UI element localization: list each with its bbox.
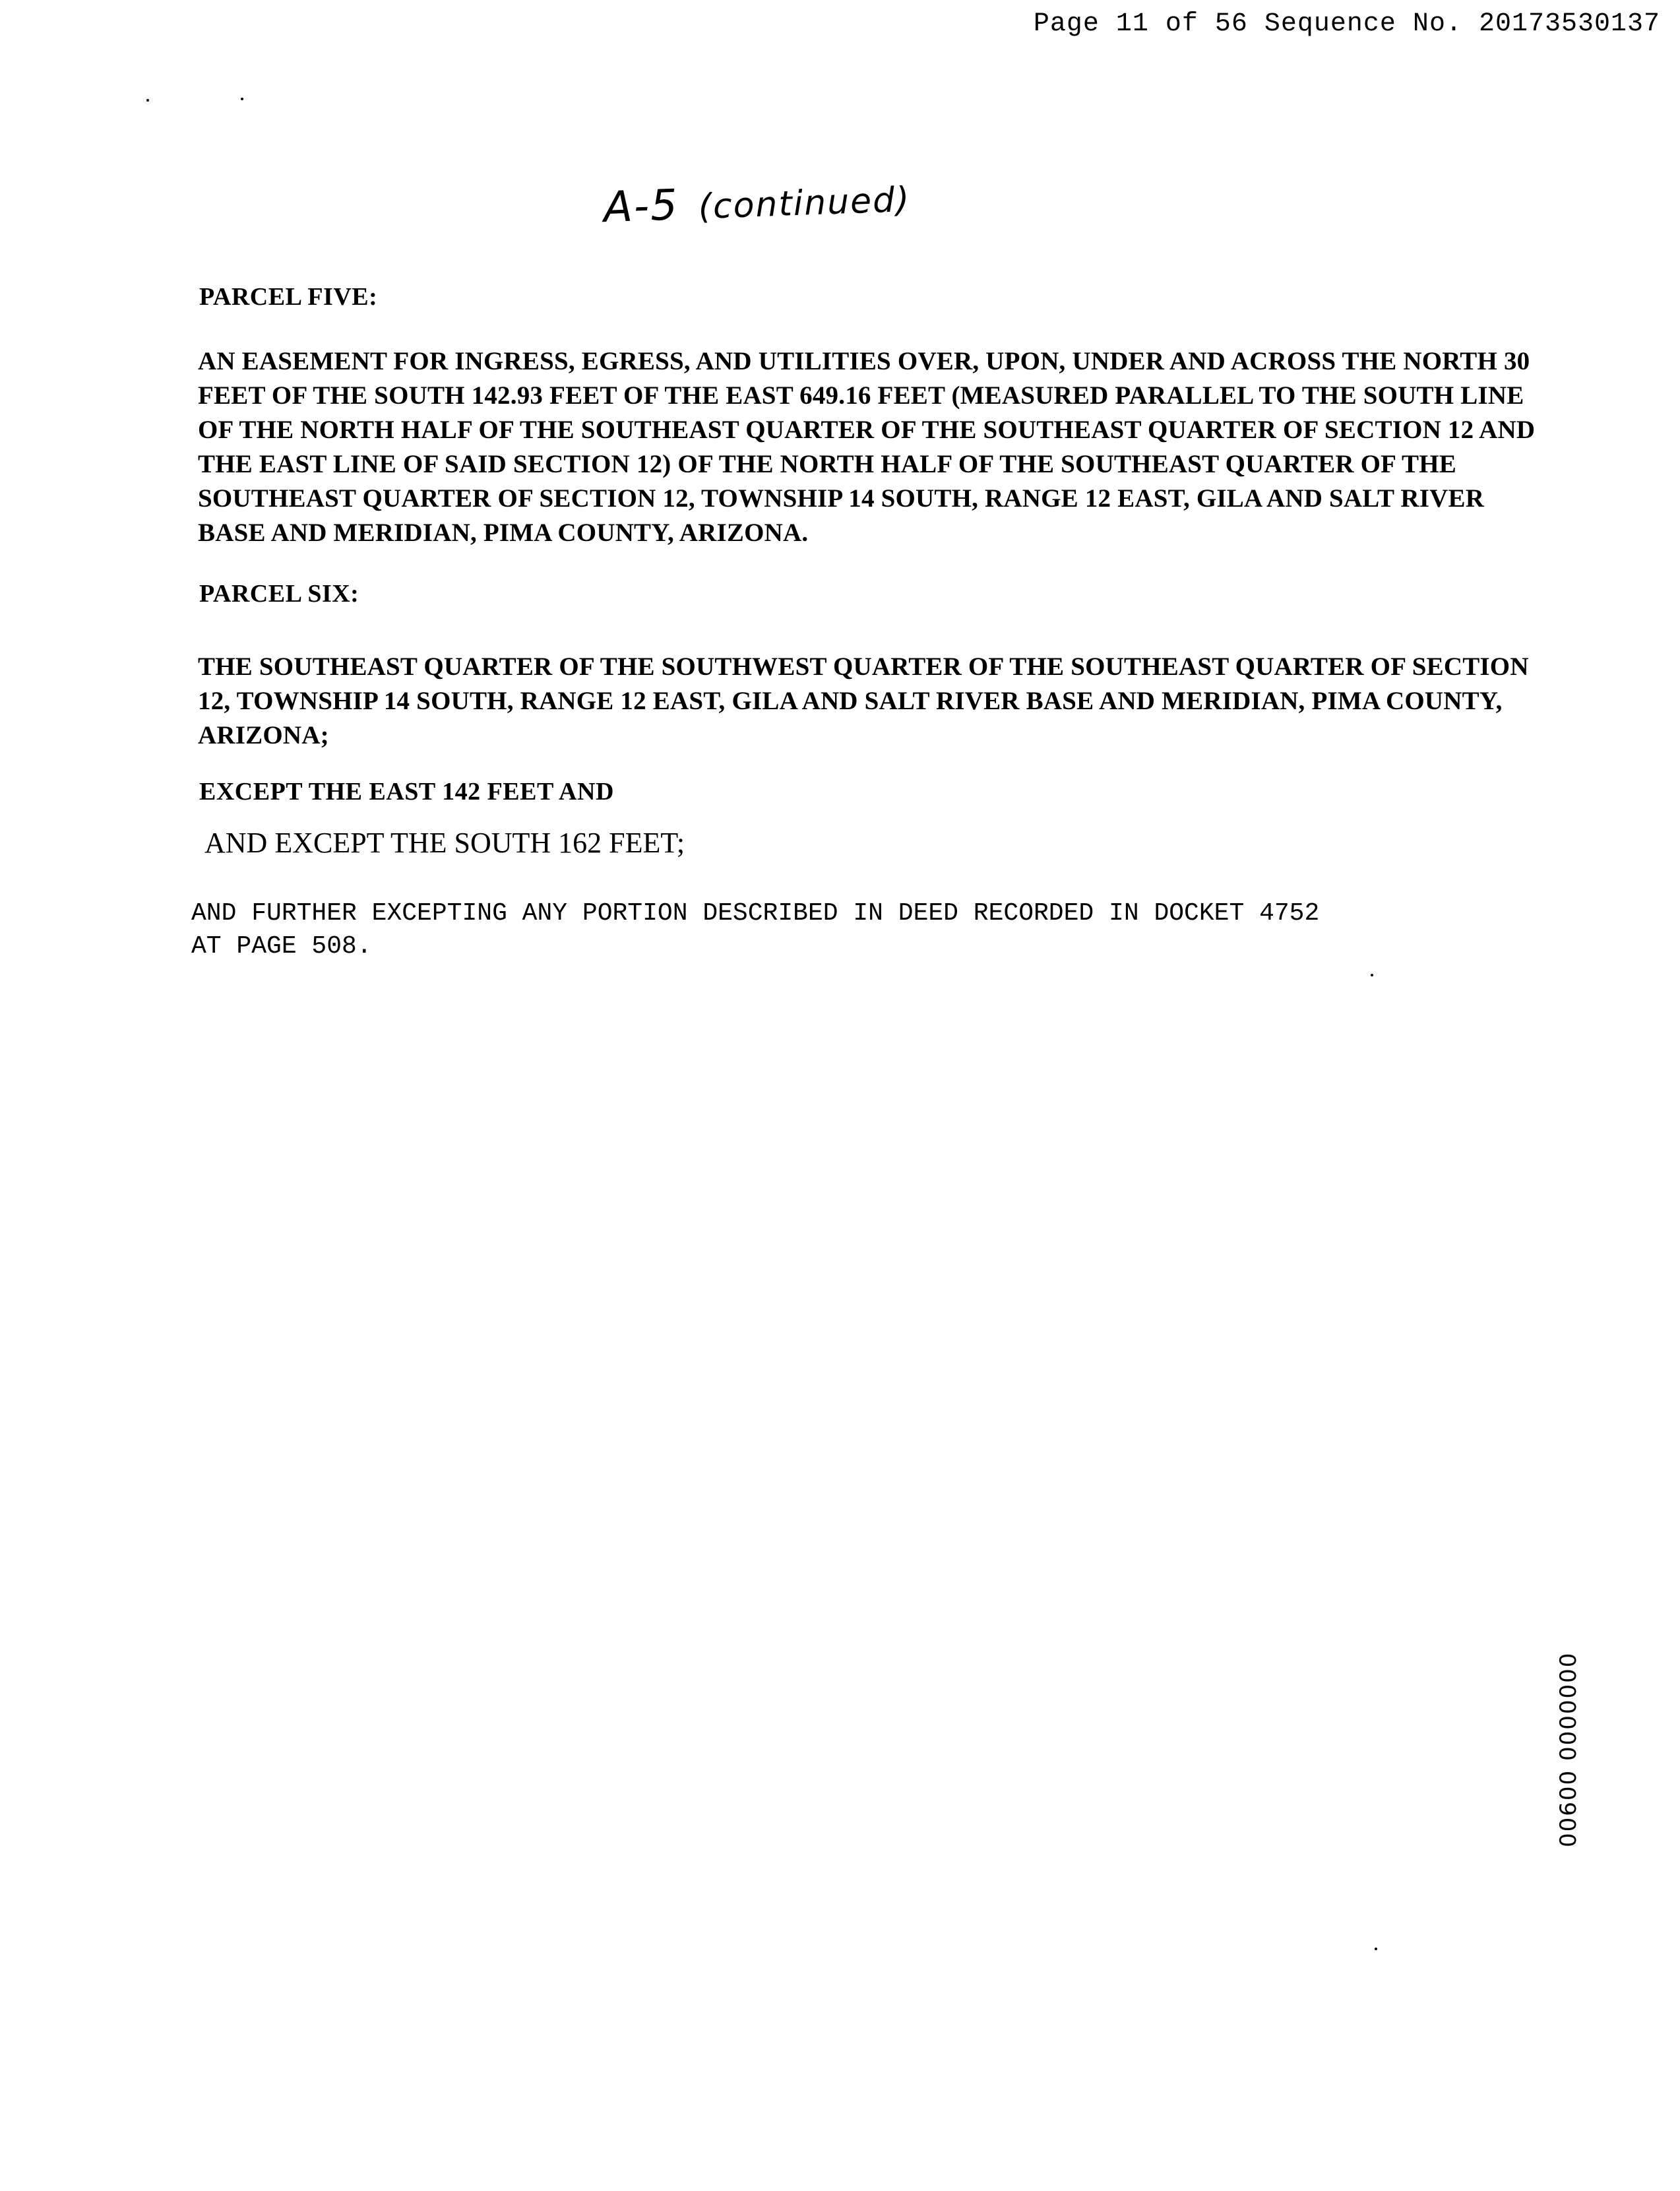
except-east-clause: EXCEPT THE EAST 142 FEET AND (199, 778, 614, 806)
except-south-clause: AND EXCEPT THE SOUTH 162 FEET; (204, 827, 685, 859)
scan-speck (1375, 1948, 1377, 1950)
exhibit-label: A-5 (602, 181, 679, 233)
description-line: SOUTHEAST QUARTER OF SECTION 12, TOWNSHIP 14 SOUTH, RANGE 12 EAST, GILA AND SALT RIVER (198, 484, 1485, 513)
further-excepting-clause (191, 897, 1319, 963)
description-line: ARIZONA; (198, 721, 329, 749)
page-sequence-header: Page 11 of 56 Sequence No. 20173530137 (1033, 9, 1660, 39)
description-line: THE SOUTHEAST QUARTER OF THE SOUTHWEST QUARTER OF THE SOUTHEAST QUARTER OF SECTION (198, 652, 1529, 681)
side-recording-stamp (1529, 1583, 1582, 1847)
description-line: FEET OF THE SOUTH 142.93 FEET OF THE EAST 649.16 FEET (MEASURED PARALLEL TO THE SOUTH LINE (198, 381, 1524, 410)
description-line: OF THE NORTH HALF OF THE SOUTHEAST QUARTER OF THE SOUTHEAST QUARTER OF SECTION 12 AND (198, 416, 1536, 444)
description-line: THE EAST LINE OF SAID SECTION 12) OF THE NORTH HALF OF THE SOUTHEAST QUARTER OF THE (198, 450, 1456, 478)
clause-line: AT PAGE 508. (191, 932, 372, 961)
continued-label: (continued) (697, 179, 912, 228)
description-line: AN EASEMENT FOR INGRESS, EGRESS, AND UTILITIES OVER, UPON, UNDER AND ACROSS THE NORTH 30 (198, 347, 1530, 375)
clause-line: AND FURTHER EXCEPTING ANY PORTION DESCRIBED IN DEED RECORDED IN DOCKET 4752 (191, 899, 1320, 928)
handwritten-exhibit-note (603, 173, 912, 232)
parcel-six-description (198, 650, 1557, 753)
stamp-text: 00600 0000000 (1555, 1651, 1582, 1847)
parcel-six-heading: PARCEL SIX: (199, 580, 359, 608)
scan-speck (146, 99, 149, 102)
scan-speck (241, 98, 243, 100)
description-line: BASE AND MERIDIAN, PIMA COUNTY, ARIZONA. (198, 519, 809, 547)
parcel-five-description (198, 344, 1557, 550)
parcel-five-heading: PARCEL FIVE: (199, 283, 378, 311)
scan-speck (1371, 974, 1373, 976)
description-line: 12, TOWNSHIP 14 SOUTH, RANGE 12 EAST, GILA AND SALT RIVER BASE AND MERIDIAN, PIMA COUNTY, (198, 687, 1503, 715)
